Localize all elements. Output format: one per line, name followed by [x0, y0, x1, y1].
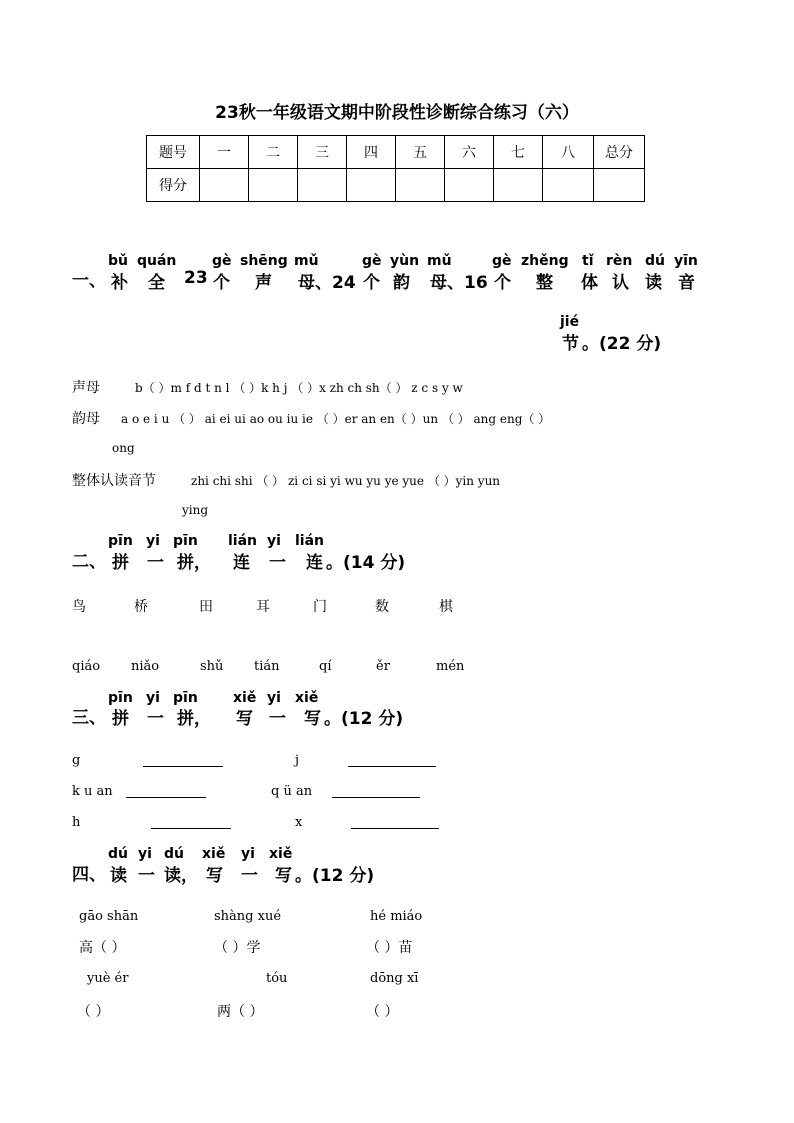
pinyin: shēng: [240, 253, 288, 269]
pinyin: yi: [267, 533, 281, 549]
pinyin-option[interactable]: shǔ: [200, 659, 224, 674]
score-input-cell[interactable]: [347, 169, 396, 202]
pinyin: jié: [560, 314, 580, 330]
hanzi: 23: [184, 268, 208, 288]
hanzi: 写: [206, 866, 223, 886]
yunmu-line-cont: ong: [112, 441, 135, 455]
shengmu-label: 声母: [72, 380, 100, 396]
hanzi: 全: [148, 273, 165, 293]
pinyin-hint: shàng xué: [214, 909, 282, 924]
word[interactable]: 耳: [256, 599, 270, 615]
table-cell: 一: [200, 136, 249, 169]
table-cell: 五: [396, 136, 445, 169]
pinyin: gè: [362, 253, 382, 269]
hanzi: 一: [269, 553, 286, 573]
spelling-item: h: [72, 815, 81, 830]
pinyin: yùn: [390, 253, 420, 269]
pinyin-option[interactable]: tián: [254, 659, 280, 674]
answer-line[interactable]: [143, 766, 223, 767]
table-cell: 七: [494, 136, 543, 169]
spelling-item: j: [295, 753, 300, 768]
pinyin-hint: yuè ér: [87, 971, 129, 986]
hanzi: 一: [138, 866, 155, 886]
hanzi: 写: [275, 866, 292, 886]
spelling-item: q ü an: [271, 784, 313, 799]
spelling-item: g: [72, 753, 81, 768]
score-input-cell[interactable]: [594, 169, 645, 202]
pinyin: mǔ: [294, 253, 319, 269]
hanzi: 写: [304, 709, 321, 729]
answer-line[interactable]: [351, 828, 439, 829]
score-label: 。(12 分): [295, 866, 375, 886]
page-title: 23秋一年级语文期中阶段性诊断综合练习（六）: [215, 103, 579, 123]
pinyin-option[interactable]: qí: [319, 659, 332, 674]
score-label: 。(14 分): [326, 553, 406, 573]
pinyin: pīn: [173, 533, 198, 549]
score-input-cell[interactable]: [200, 169, 249, 202]
score-label: 。(12 分): [324, 709, 404, 729]
zhengti-label: 整体认读音节: [72, 473, 156, 489]
pinyin: yi: [267, 690, 281, 706]
pinyin: yi: [241, 846, 255, 862]
pinyin-option[interactable]: mén: [436, 659, 465, 674]
word[interactable]: 棋: [439, 599, 453, 615]
hanzi: 认: [612, 273, 629, 293]
pinyin: pīn: [108, 533, 133, 549]
pinyin: yi: [146, 690, 160, 706]
hanzi: 韵: [393, 273, 410, 293]
hanzi: 拼: [112, 553, 129, 573]
hanzi: 连: [306, 553, 323, 573]
zhengti-line[interactable]: zhi chi shi （ ） zi ci si yi wu yu ye yue （ ）yin yun: [191, 474, 501, 488]
yunmu-line[interactable]: a o e i u （ ） ai ei ui ao ou iu ie （ ）er an en（ ）un （ ） ang eng（ ）: [121, 412, 551, 426]
pinyin-option[interactable]: qiáo: [72, 659, 101, 674]
pinyin: zhěng: [521, 253, 569, 269]
pinyin: quán: [137, 253, 177, 269]
pinyin: tǐ: [582, 253, 594, 269]
score-input-cell[interactable]: [396, 169, 445, 202]
spelling-item: k u an: [72, 784, 113, 799]
hanzi: 整: [536, 273, 553, 293]
pinyin: yi: [146, 533, 160, 549]
question-number: 一、: [72, 271, 106, 291]
pinyin: pīn: [108, 690, 133, 706]
pinyin: rèn: [606, 253, 633, 269]
pinyin: lián: [295, 533, 325, 549]
question-number: 二、: [72, 552, 106, 572]
table-cell: 八: [543, 136, 594, 169]
pinyin: xiě: [233, 690, 257, 706]
word-blank[interactable]: （ ）学: [214, 940, 261, 956]
score-table-header-row: [147, 136, 645, 169]
hanzi: 拼: [112, 709, 129, 729]
hanzi: 读，: [164, 866, 198, 886]
pinyin: xiě: [295, 690, 319, 706]
hanzi: 音: [678, 273, 695, 293]
table-cell: 得分: [147, 169, 200, 202]
word[interactable]: 田: [199, 599, 213, 615]
answer-line[interactable]: [332, 797, 420, 798]
hanzi: 体: [581, 273, 598, 293]
hanzi: 个: [494, 273, 511, 293]
pinyin: mǔ: [427, 253, 452, 269]
pinyin: yīn: [674, 253, 698, 269]
pinyin-hint: gāo shān: [79, 909, 139, 924]
score-table: [146, 135, 645, 202]
pinyin-hint: dōng xī: [370, 971, 419, 986]
score-input-cell[interactable]: [494, 169, 543, 202]
hanzi: 个: [363, 273, 380, 293]
shengmu-line[interactable]: b（ ）m f d t n l （ ）k h j （ ）x zh ch sh（ ） z c s y w: [135, 381, 463, 395]
word[interactable]: 鸟: [72, 599, 86, 615]
hanzi: 声: [255, 273, 272, 293]
table-cell: 三: [298, 136, 347, 169]
hanzi: 拼，: [177, 709, 211, 729]
pinyin: lián: [228, 533, 258, 549]
word[interactable]: 桥: [134, 599, 148, 615]
word[interactable]: 门: [313, 599, 327, 615]
word-blank[interactable]: （ ）: [77, 1004, 110, 1020]
answer-line[interactable]: [126, 797, 206, 798]
hanzi: 一: [269, 709, 286, 729]
hanzi: 一: [147, 553, 164, 573]
pinyin: bǔ: [108, 253, 128, 269]
pinyin: dú: [645, 253, 665, 269]
pinyin-hint: tóu: [266, 971, 288, 986]
table-cell: 题号: [147, 136, 200, 169]
hanzi: 读: [645, 273, 662, 293]
question-number: 三、: [72, 708, 106, 728]
hanzi: 写: [236, 709, 253, 729]
pinyin: xiě: [202, 846, 226, 862]
word-blank[interactable]: 两（ ）: [217, 1004, 264, 1020]
hanzi: 母、16: [430, 273, 488, 293]
table-cell: 六: [445, 136, 494, 169]
pinyin-option[interactable]: ěr: [376, 659, 390, 674]
score-input-cell[interactable]: [298, 169, 347, 202]
answer-line[interactable]: [348, 766, 436, 767]
score-label: 。(22 分): [582, 334, 662, 354]
spelling-item: x: [295, 815, 303, 830]
hanzi: 一: [147, 709, 164, 729]
pinyin-option[interactable]: niǎo: [131, 659, 160, 674]
question-number: 四、: [72, 865, 106, 885]
pinyin: pīn: [173, 690, 198, 706]
pinyin: dú: [164, 846, 184, 862]
hanzi: 个: [213, 273, 230, 293]
hanzi: 节: [562, 334, 579, 354]
answer-line[interactable]: [151, 828, 231, 829]
pinyin: gè: [492, 253, 512, 269]
table-cell: 四: [347, 136, 396, 169]
score-input-cell[interactable]: [249, 169, 298, 202]
hanzi: 补: [111, 273, 128, 293]
zhengti-line-cont: ying: [182, 503, 209, 517]
yunmu-label: 韵母: [72, 411, 100, 427]
table-cell: 二: [249, 136, 298, 169]
hanzi: 读: [110, 866, 127, 886]
word-blank[interactable]: 高（ ）: [79, 940, 126, 956]
hanzi: 一: [241, 866, 258, 886]
score-input-cell[interactable]: [445, 169, 494, 202]
hanzi: 母、24: [298, 273, 356, 293]
pinyin: dú: [108, 846, 128, 862]
pinyin: gè: [212, 253, 232, 269]
score-input-cell[interactable]: [543, 169, 594, 202]
hanzi: 拼，: [177, 553, 211, 573]
word-blank[interactable]: （ ）: [366, 1004, 399, 1020]
hanzi: 连: [233, 553, 250, 573]
word-blank[interactable]: （ ）苗: [366, 940, 413, 956]
table-cell: 总分: [594, 136, 645, 169]
pinyin: yi: [138, 846, 152, 862]
pinyin: xiě: [269, 846, 293, 862]
word[interactable]: 数: [375, 599, 389, 615]
score-table-score-row: [147, 169, 645, 202]
pinyin-hint: hé miáo: [370, 909, 423, 924]
